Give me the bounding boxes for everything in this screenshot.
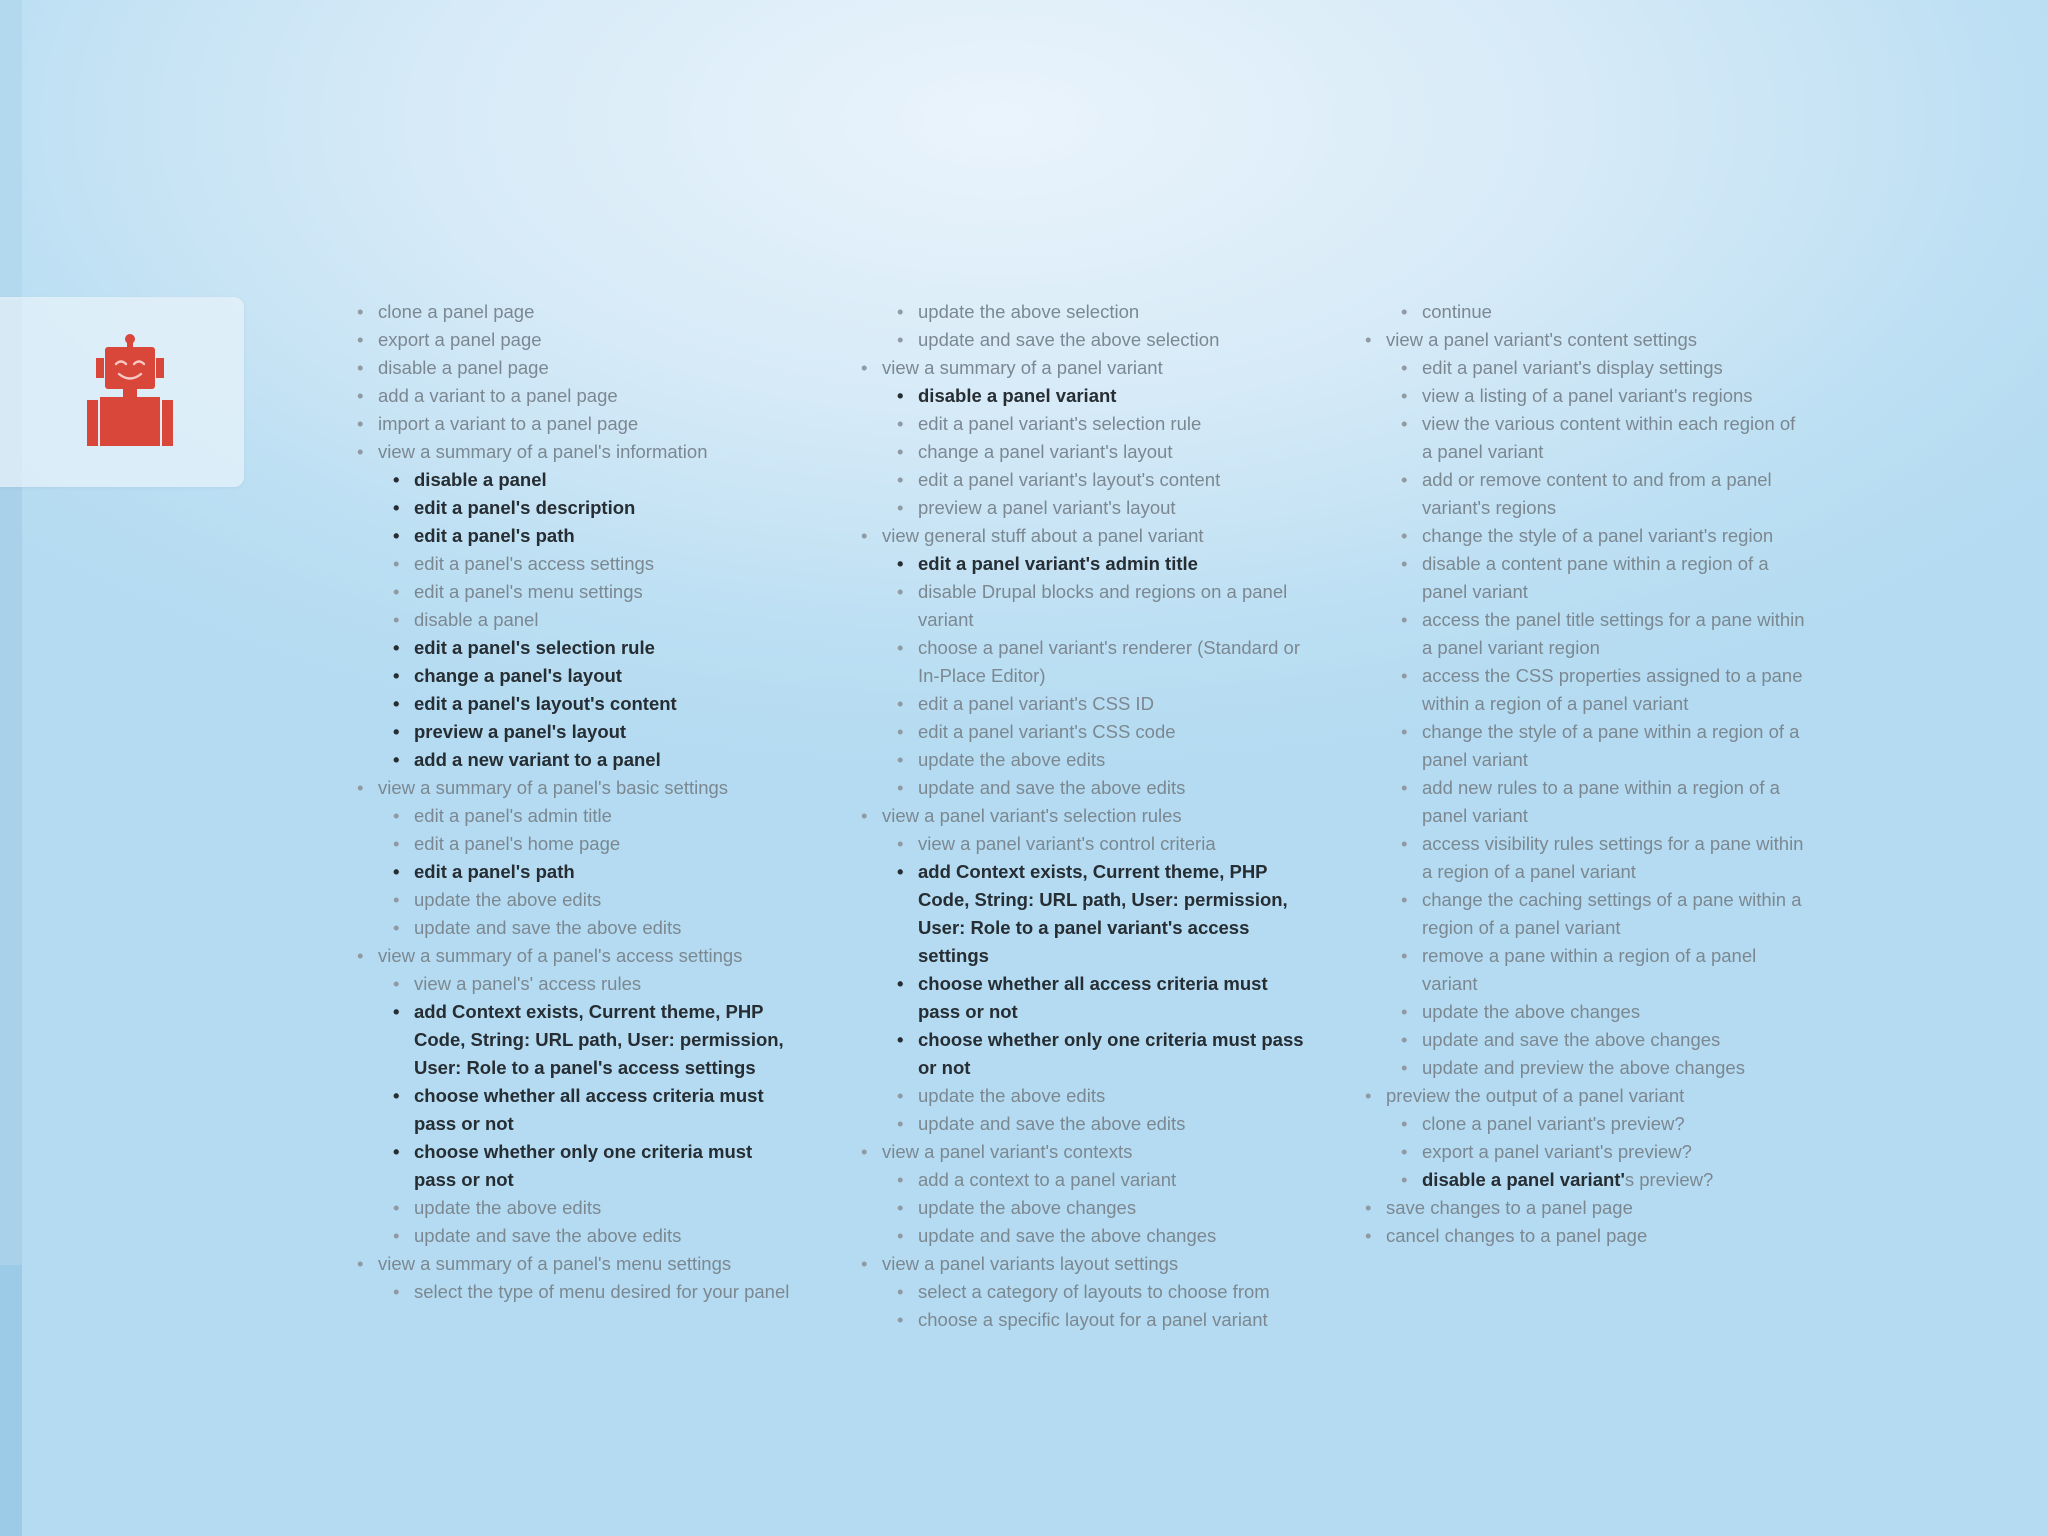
outline-subitem [897, 634, 1306, 690]
outline-subitem [393, 634, 797, 662]
outline-subitem [1401, 886, 1810, 942]
outline-item-text: view a summary of a panel's menu settings [378, 1253, 732, 1274]
outline-item-text: preview a panel's layout [414, 721, 627, 742]
outline-item-text: edit a panel variant's display settings [1422, 357, 1723, 378]
outline-item-text: view a summary of a panel's basic settings [378, 777, 729, 798]
left-edge-strip-top [0, 0, 22, 300]
outline-item [357, 774, 797, 802]
outline-item-text: view general stuff about a panel variant [882, 525, 1204, 546]
outline-item-text: edit a panel variant's layout's content [918, 469, 1221, 490]
outline-item [861, 354, 1306, 382]
outline-subitem [897, 1222, 1306, 1250]
outline-subitem [393, 550, 797, 578]
outline-subitem [897, 382, 1306, 410]
outline-subitem [1401, 354, 1810, 382]
outline-item-text: edit a panel variant's selection rule [918, 413, 1202, 434]
outline-item [1365, 326, 1810, 354]
outline-item-text: add new rules to a pane within a region of a panel variant [1422, 777, 1780, 826]
outline-item [357, 382, 797, 410]
outline-item-text: edit a panel variant's CSS code [918, 721, 1176, 742]
outline-subitem [1401, 1110, 1810, 1138]
outline-subitem [897, 298, 1306, 326]
outline-item-text: update and save the above changes [918, 1225, 1217, 1246]
outline-subitem [393, 1194, 797, 1222]
outline-item [357, 410, 797, 438]
outline-item-text: change the style of a panel variant's region [1422, 525, 1774, 546]
outline-item-text: disable a panel [414, 469, 547, 490]
outline-item [357, 438, 797, 466]
outline-item-text: add a context to a panel variant [918, 1169, 1177, 1190]
outline-item-text: edit a panel variant's CSS ID [918, 693, 1154, 714]
outline-subitem [393, 1222, 797, 1250]
outline-subitem [393, 690, 797, 718]
outline-subitem [897, 858, 1306, 970]
outline-subitem [897, 1026, 1306, 1082]
outline-subitem [897, 550, 1306, 578]
outline-column-2 [861, 298, 1306, 1334]
outline-item-text: continue [1422, 301, 1492, 322]
outline-item-text: disable a panel [414, 609, 539, 630]
outline-subitem [1401, 298, 1810, 326]
outline-item-text: add a new variant to a panel [414, 749, 661, 770]
outline-item-text: update and save the above edits [414, 1225, 682, 1246]
outline-item-text: view a panel variant's contexts [882, 1141, 1133, 1162]
outline-item-text: view a panel variant's content settings [1386, 329, 1698, 350]
outline-list [357, 298, 797, 1306]
outline-list [1365, 298, 1810, 1250]
outline-item-text: add Context exists, Current theme, PHP Code, String: URL path, User: permission, User: Role to a panel variant's access settings [918, 861, 1288, 966]
outline-item-text: export a panel variant's preview? [1422, 1141, 1692, 1162]
outline-subitem [393, 578, 797, 606]
outline-item-text: disable a panel page [378, 357, 549, 378]
outline-subitem [393, 998, 797, 1082]
outline-item-text: select the type of menu desired for your panel [414, 1281, 790, 1302]
outline-item [861, 802, 1306, 830]
outline-item-text: import a variant to a panel page [378, 413, 639, 434]
outline-item [861, 1138, 1306, 1166]
outline-item-text: s preview? [1624, 1169, 1714, 1190]
outline-item-text: access the panel title settings for a pane within a panel variant region [1422, 609, 1805, 658]
outline-subitem [393, 802, 797, 830]
outline-item [1365, 1194, 1810, 1222]
outline-item-bold-text: disable a panel variant' [1422, 1169, 1625, 1190]
outline-item-text: preview the output of a panel variant [1386, 1085, 1685, 1106]
outline-item-text: edit a panel's layout's content [414, 693, 677, 714]
outline-item-text: save changes to a panel page [1386, 1197, 1633, 1218]
outline-item-text: choose whether only one criteria must pass or not [414, 1141, 753, 1190]
robot-icon [80, 334, 180, 446]
outline-item-text: view a panel variant's control criteria [918, 833, 1216, 854]
outline-item-text: update and save the above selection [918, 329, 1220, 350]
outline-subitem [1401, 522, 1810, 550]
outline-subitem [1401, 774, 1810, 830]
outline-item-text: edit a panel's description [414, 497, 636, 518]
outline-item-text: update and save the above changes [1422, 1029, 1721, 1050]
outline-item-text: choose a panel variant's renderer (Standard or In-Place Editor) [918, 637, 1300, 686]
outline-item [357, 1250, 797, 1278]
outline-subitem [897, 1306, 1306, 1334]
outline-item-text: clone a panel variant's preview? [1422, 1113, 1685, 1134]
outline-list [861, 298, 1306, 1334]
outline-item-text: cancel changes to a panel page [1386, 1225, 1648, 1246]
outline-item [1365, 1222, 1810, 1250]
outline-item-text: update the above edits [918, 749, 1106, 770]
outline-item-text: view a panel's' access rules [414, 973, 642, 994]
outline-item-text: change a panel variant's layout [918, 441, 1173, 462]
outline-item-text: export a panel page [378, 329, 542, 350]
outline-subitem [897, 774, 1306, 802]
outline-subitem [1401, 606, 1810, 662]
outline-item-text: select a category of layouts to choose from [918, 1281, 1270, 1302]
outline-subitem [393, 1082, 797, 1138]
outline-subitem [393, 970, 797, 998]
outline-subitem [897, 1166, 1306, 1194]
outline-subitem [897, 830, 1306, 858]
outline-item-text: edit a panel's path [414, 861, 575, 882]
outline-subitem [393, 662, 797, 690]
outline-item-text: edit a panel's access settings [414, 553, 655, 574]
outline-item-text: edit a panel's home page [414, 833, 621, 854]
outline-subitem [393, 466, 797, 494]
outline-item-text: add or remove content to and from a panel variant's regions [1422, 469, 1772, 518]
outline-subitem [393, 746, 797, 774]
outline-item [861, 1250, 1306, 1278]
outline-item-text: update and preview the above changes [1422, 1057, 1745, 1078]
outline-item-text: view a summary of a panel's access settings [378, 945, 743, 966]
outline-subitem [1401, 1138, 1810, 1166]
outline-item-text: clone a panel page [378, 301, 535, 322]
outline-item-text: access visibility rules settings for a pane within a region of a panel variant [1422, 833, 1804, 882]
outline-item-text: disable a panel variant [918, 385, 1117, 406]
outline-subitem [897, 326, 1306, 354]
outline-item-text: disable a content pane within a region of a panel variant [1422, 553, 1769, 602]
outline-item-text: update and save the above edits [918, 1113, 1186, 1134]
outline-column-1 [357, 298, 797, 1306]
outline-subitem [1401, 1054, 1810, 1082]
outline-item-text: edit a panel variant's admin title [918, 553, 1198, 574]
outline-item-text: choose whether all access criteria must pass or not [918, 973, 1268, 1022]
outline-subitem [1401, 466, 1810, 522]
outline-subitem [897, 1278, 1306, 1306]
outline-subitem [897, 438, 1306, 466]
outline-subitem [1401, 942, 1810, 998]
outline-subitem [897, 410, 1306, 438]
outline-item-text: update the above edits [414, 889, 602, 910]
outline-item-text: access the CSS properties assigned to a pane within a region of a panel variant [1422, 665, 1803, 714]
outline-subitem [393, 718, 797, 746]
outline-item-text: add Context exists, Current theme, PHP Code, String: URL path, User: permission, User: Role to a panel's access settings [414, 1001, 784, 1078]
outline-subitem [393, 606, 797, 634]
outline-item-text: update the above changes [1422, 1001, 1641, 1022]
outline-item-text: view a summary of a panel's information [378, 441, 708, 462]
outline-item-text: choose a specific layout for a panel variant [918, 1309, 1268, 1330]
outline-subitem [1401, 410, 1810, 466]
outline-item-text: disable Drupal blocks and regions on a panel variant [918, 581, 1288, 630]
left-edge-strip-bottom [0, 1265, 22, 1536]
outline-item-text: update the above changes [918, 1197, 1137, 1218]
outline-item-text: change the style of a pane within a region of a panel variant [1422, 721, 1800, 770]
outline-item-text: change a panel's layout [414, 665, 622, 686]
outline-subitem [897, 466, 1306, 494]
outline-item-text: choose whether only one criteria must pass or not [918, 1029, 1304, 1078]
outline-item-text: add a variant to a panel page [378, 385, 618, 406]
outline-item-text: view a panel variants layout settings [882, 1253, 1179, 1274]
outline-item-text: update the above edits [918, 1085, 1106, 1106]
outline-item-text: choose whether all access criteria must pass or not [414, 1085, 764, 1134]
outline-subitem [393, 1138, 797, 1194]
outline-item-text: edit a panel's path [414, 525, 575, 546]
outline-subitem [1401, 998, 1810, 1026]
outline-item-text: update and save the above edits [918, 777, 1186, 798]
outline-item [357, 942, 797, 970]
outline-subitem [897, 746, 1306, 774]
outline-subitem [393, 858, 797, 886]
outline-subitem [897, 1194, 1306, 1222]
outline-subitem [897, 970, 1306, 1026]
outline-subitem [1401, 1026, 1810, 1054]
outline-subitem [897, 494, 1306, 522]
outline-item-text: view a listing of a panel variant's regions [1422, 385, 1753, 406]
outline-subitem [897, 1110, 1306, 1138]
outline-item-text: view a panel variant's selection rules [882, 805, 1182, 826]
outline-item-text: update and save the above edits [414, 917, 682, 938]
outline-subitem [897, 690, 1306, 718]
outline-item-text: view the various content within each region of a panel variant [1422, 413, 1796, 462]
outline-item-text: edit a panel's admin title [414, 805, 612, 826]
outline-item-text: remove a pane within a region of a panel variant [1422, 945, 1757, 994]
outline-subitem [393, 522, 797, 550]
outline-subitem [897, 1082, 1306, 1110]
outline-item-text: view a summary of a panel variant [882, 357, 1163, 378]
outline-item [861, 522, 1306, 550]
outline-item-text: edit a panel's menu settings [414, 581, 643, 602]
outline-item-text: change the caching settings of a pane within a region of a panel variant [1422, 889, 1802, 938]
outline-subitem [1401, 830, 1810, 886]
outline-subitem [393, 914, 797, 942]
outline-item [357, 326, 797, 354]
outline-item [357, 354, 797, 382]
outline-subitem [897, 578, 1306, 634]
outline-item [357, 298, 797, 326]
outline-subitem [897, 718, 1306, 746]
outline-item-text: preview a panel variant's layout [918, 497, 1176, 518]
outline-subitem [393, 886, 797, 914]
outline-subitem [1401, 382, 1810, 410]
outline-subitem [1401, 550, 1810, 606]
outline-subitem [393, 1278, 797, 1306]
outline-item [1365, 1082, 1810, 1110]
outline-subitem [1401, 662, 1810, 718]
outline-subitem [1401, 1166, 1810, 1194]
outline-item-text: edit a panel's selection rule [414, 637, 655, 658]
outline-subitem [393, 830, 797, 858]
outline-item-text: update the above edits [414, 1197, 602, 1218]
outline-subitem [393, 494, 797, 522]
outline-item-text: update the above selection [918, 301, 1140, 322]
outline-column-3 [1365, 298, 1810, 1250]
outline-subitem [1401, 718, 1810, 774]
